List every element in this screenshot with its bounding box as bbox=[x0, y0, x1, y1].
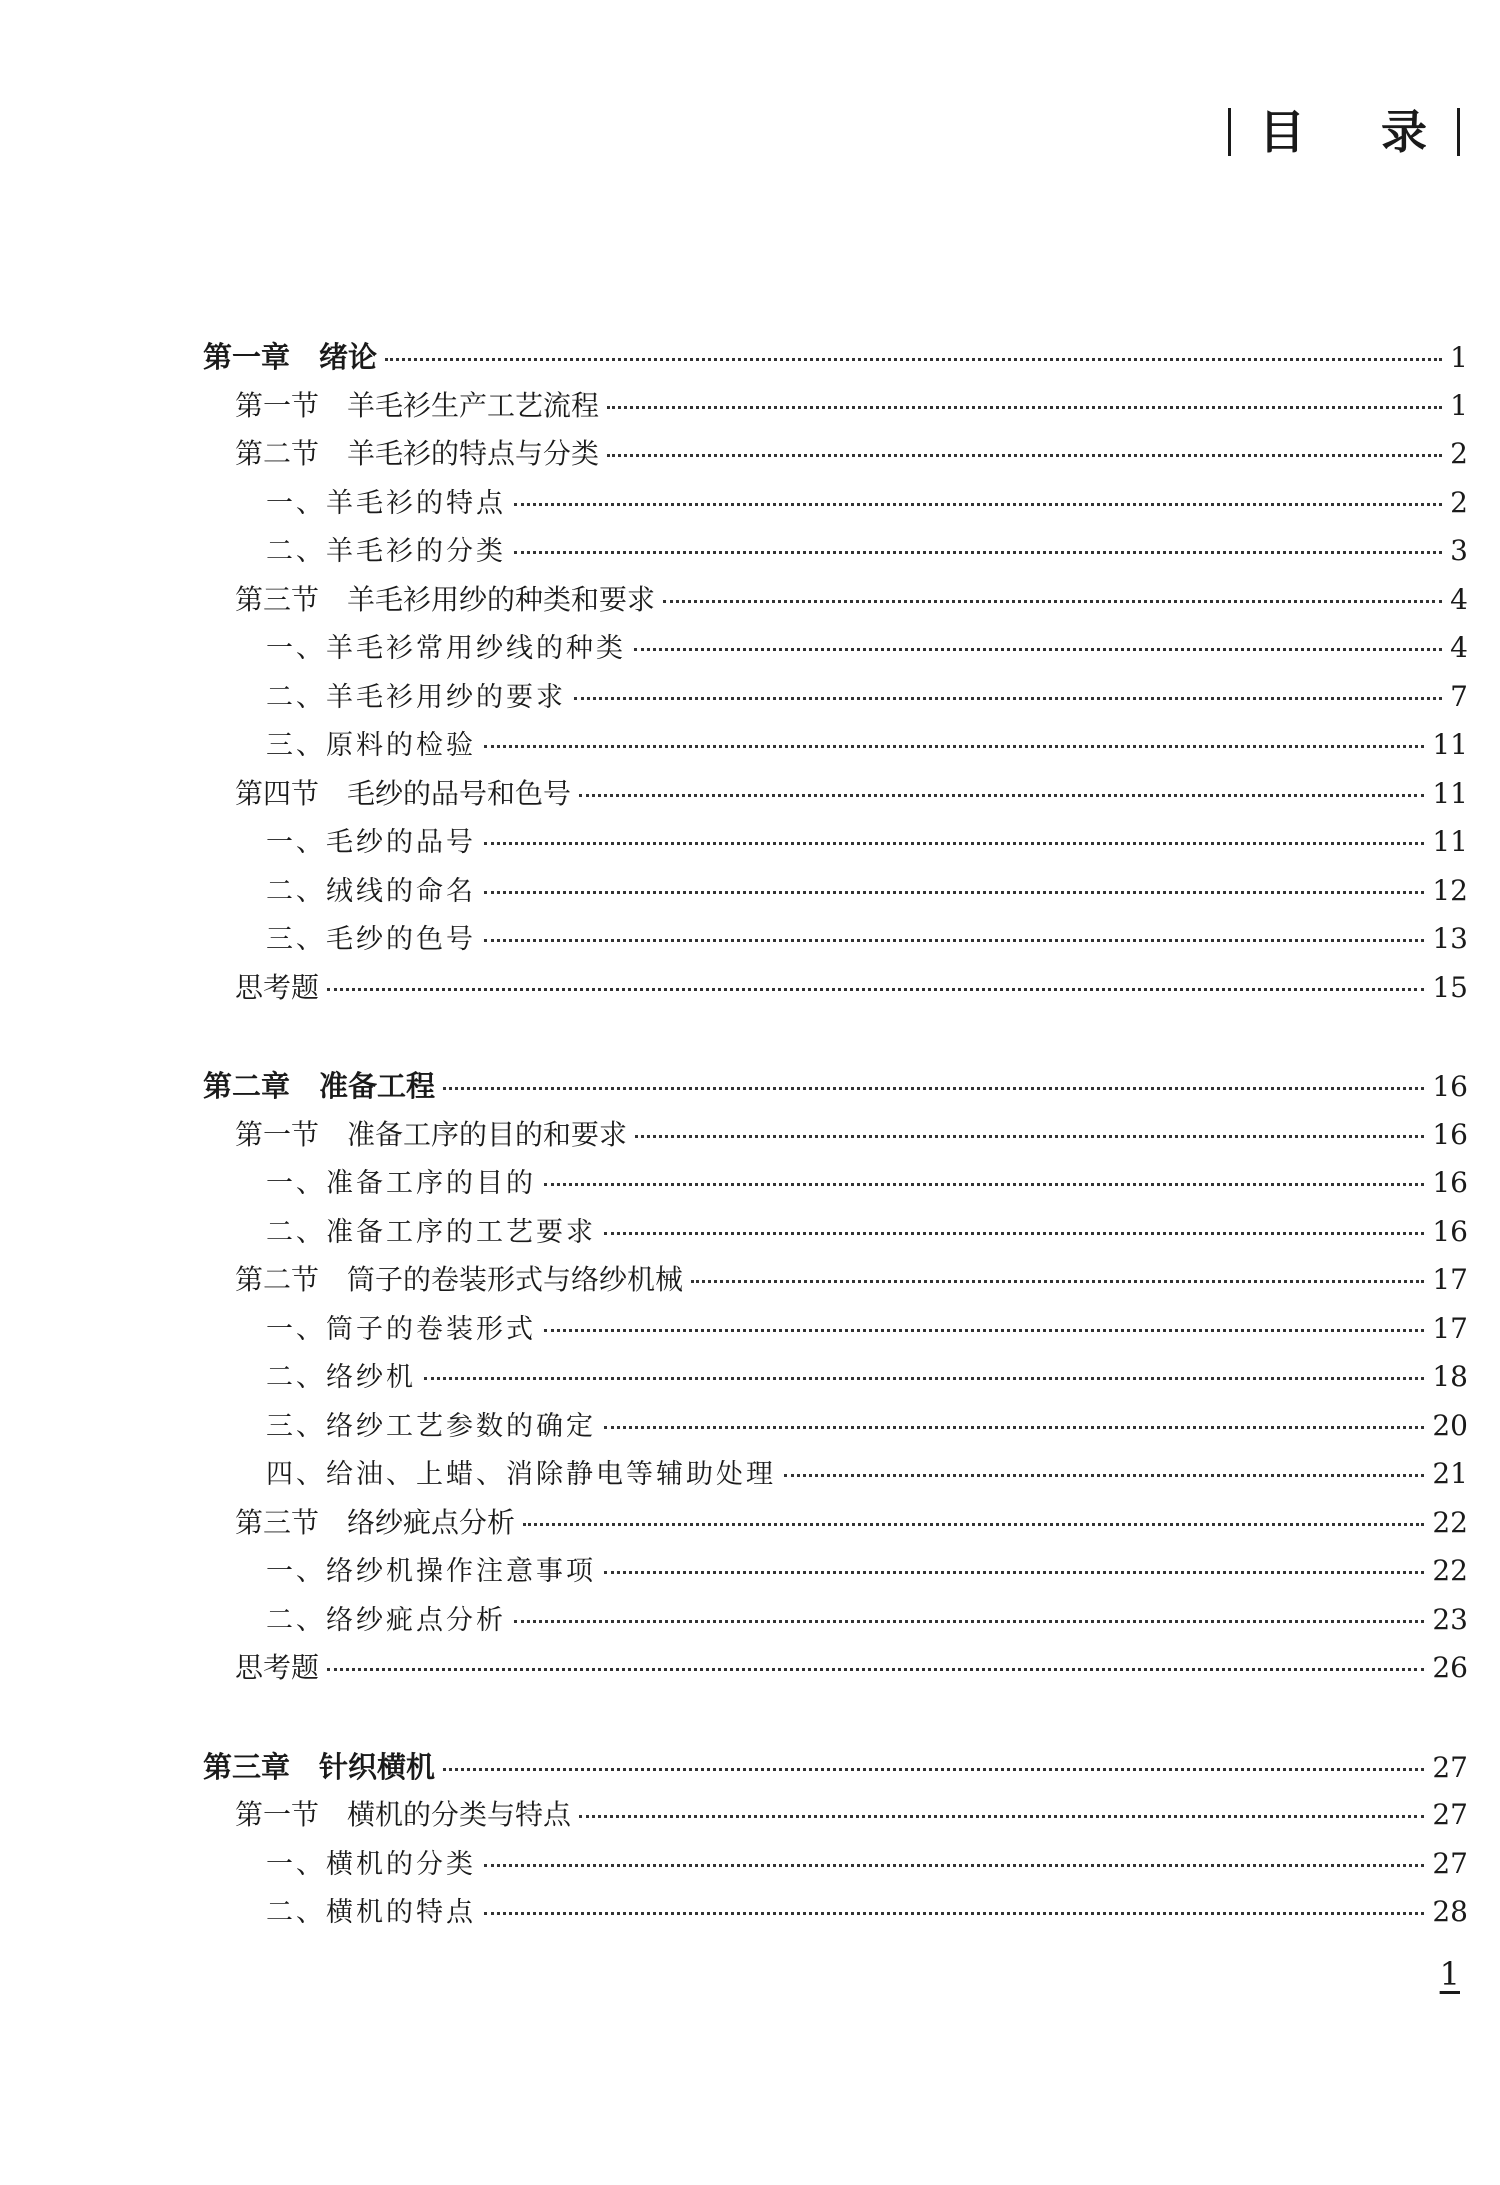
dot-leader bbox=[691, 1280, 1424, 1283]
toc-entry-label: 第一节 横机的分类与特点 bbox=[235, 1798, 572, 1831]
toc-item-row[interactable] bbox=[203, 1208, 1468, 1257]
toc-entry-page: 12 bbox=[1432, 873, 1468, 907]
dot-leader bbox=[484, 939, 1424, 942]
toc-entry-page: 26 bbox=[1432, 1651, 1468, 1684]
toc-entry-label: 一、筒子的卷装形式 bbox=[266, 1313, 536, 1345]
toc-entry-page: 27 bbox=[1432, 1750, 1468, 1784]
toc-section-row[interactable] bbox=[203, 964, 1468, 1013]
toc-entry-page: 1 bbox=[1450, 341, 1468, 374]
toc-entry-page: 11 bbox=[1432, 825, 1468, 858]
dot-leader bbox=[484, 1912, 1424, 1915]
toc-entry-label: 二、绒线的命名 bbox=[266, 875, 476, 907]
header-right-bar bbox=[1457, 108, 1460, 156]
toc-entry-page: 11 bbox=[1432, 776, 1468, 810]
dot-leader bbox=[634, 648, 1442, 651]
dot-leader bbox=[604, 1571, 1424, 1574]
toc-entry-page: 17 bbox=[1432, 1263, 1468, 1296]
toc-entry-page: 16 bbox=[1432, 1117, 1468, 1151]
toc-item-row[interactable] bbox=[203, 1840, 1468, 1889]
toc-entry-label: 第四节 毛纱的品号和色号 bbox=[235, 776, 572, 810]
dot-leader bbox=[327, 1668, 1424, 1671]
toc-entry-page: 22 bbox=[1432, 1505, 1468, 1539]
toc-chapter-row[interactable] bbox=[203, 1743, 1468, 1792]
toc-entry-label: 第二节 筒子的卷装形式与络纱机械 bbox=[235, 1263, 684, 1296]
toc-item-row[interactable] bbox=[203, 818, 1468, 867]
dot-leader bbox=[523, 1523, 1424, 1526]
toc-entry-page: 11 bbox=[1432, 728, 1468, 761]
toc-section-row[interactable] bbox=[203, 1111, 1468, 1160]
toc-item-row[interactable] bbox=[203, 1159, 1468, 1208]
toc-entry-label: 第二章 准备工程 bbox=[203, 1069, 436, 1103]
toc-item-row[interactable] bbox=[203, 1402, 1468, 1451]
toc-entry-label: 二、羊毛衫的分类 bbox=[266, 536, 506, 567]
dot-leader bbox=[484, 891, 1424, 894]
toc-entry-label: 思考题 bbox=[235, 1651, 320, 1684]
toc-gap bbox=[203, 1012, 1468, 1062]
toc-entry-page: 28 bbox=[1432, 1895, 1468, 1928]
toc-entry-page: 2 bbox=[1450, 437, 1468, 470]
toc-entry-label: 一、毛纱的品号 bbox=[266, 827, 476, 858]
toc-entry-label: 二、准备工序的工艺要求 bbox=[266, 1216, 596, 1248]
toc-entry-page: 3 bbox=[1450, 534, 1468, 567]
dot-leader bbox=[635, 1135, 1424, 1138]
toc-entry-label: 第三章 针织横机 bbox=[203, 1749, 436, 1784]
toc-item-row[interactable] bbox=[203, 1547, 1468, 1596]
toc-entry-page: 7 bbox=[1450, 679, 1468, 713]
toc-chapter-row[interactable] bbox=[203, 333, 1468, 382]
toc-entry-page: 4 bbox=[1450, 582, 1468, 616]
toc-entry-page: 16 bbox=[1432, 1166, 1468, 1199]
dot-leader bbox=[607, 454, 1442, 457]
page-header bbox=[1228, 105, 1460, 159]
dot-leader bbox=[514, 551, 1442, 554]
toc-gap bbox=[203, 1693, 1468, 1743]
toc-entry-label: 一、横机的分类 bbox=[266, 1848, 476, 1880]
toc-entry-page: 21 bbox=[1432, 1457, 1468, 1490]
toc-entry-label: 二、络纱机 bbox=[266, 1362, 416, 1393]
toc-entry-page: 13 bbox=[1432, 922, 1468, 955]
dot-leader bbox=[514, 1620, 1424, 1623]
toc-entry-page: 20 bbox=[1432, 1408, 1468, 1442]
toc-section-row[interactable] bbox=[203, 1644, 1468, 1693]
toc-entry-page: 17 bbox=[1432, 1311, 1468, 1345]
toc-entry-label: 第一节 羊毛衫生产工艺流程 bbox=[235, 388, 600, 422]
toc-entry-page: 15 bbox=[1432, 970, 1468, 1004]
toc-item-row[interactable] bbox=[203, 721, 1468, 770]
toc-item-row[interactable] bbox=[203, 527, 1468, 576]
dot-leader bbox=[484, 1864, 1424, 1867]
toc-section-row[interactable] bbox=[203, 1256, 1468, 1305]
toc-chapter-row[interactable] bbox=[203, 1062, 1468, 1111]
toc-entry-page: 4 bbox=[1450, 631, 1468, 664]
dot-leader bbox=[604, 1426, 1424, 1429]
toc-entry-label: 第三节 络纱疵点分析 bbox=[235, 1505, 516, 1539]
toc-entry-page: 27 bbox=[1432, 1798, 1468, 1831]
toc-entry-page: 27 bbox=[1432, 1846, 1468, 1880]
toc-entry-label: 二、络纱疵点分析 bbox=[266, 1604, 506, 1636]
toc-entry-label: 二、羊毛衫用纱的要求 bbox=[266, 681, 566, 713]
toc-item-row[interactable] bbox=[203, 1305, 1468, 1354]
toc-item-row[interactable] bbox=[203, 673, 1468, 722]
toc-entry-label: 一、络纱机操作注意事项 bbox=[266, 1556, 596, 1587]
toc-entry-page: 18 bbox=[1432, 1360, 1468, 1393]
toc-entry-page: 1 bbox=[1450, 388, 1468, 422]
page-title: 目 录 bbox=[1258, 105, 1457, 159]
toc-section-row[interactable] bbox=[203, 770, 1468, 819]
toc-entry-label: 一、准备工序的目的 bbox=[266, 1168, 536, 1199]
dot-leader bbox=[484, 842, 1424, 845]
toc-section-row[interactable] bbox=[203, 430, 1468, 479]
toc-entry-page: 16 bbox=[1432, 1070, 1468, 1103]
dot-leader bbox=[579, 1815, 1424, 1818]
toc-entry-label: 第一章 绪论 bbox=[203, 340, 378, 374]
dot-leader bbox=[327, 988, 1424, 991]
toc-item-row[interactable] bbox=[203, 479, 1468, 528]
dot-leader bbox=[784, 1474, 1424, 1477]
toc-entry-label: 第二节 羊毛衫的特点与分类 bbox=[235, 437, 600, 470]
toc-entry-label: 三、原料的检验 bbox=[266, 730, 476, 761]
dot-leader bbox=[514, 503, 1442, 506]
dot-leader bbox=[484, 745, 1424, 748]
dot-leader bbox=[443, 1768, 1424, 1771]
dot-leader bbox=[544, 1183, 1424, 1186]
toc-entry-label: 三、毛纱的色号 bbox=[266, 924, 476, 955]
toc-entry-label: 一、羊毛衫常用纱线的种类 bbox=[266, 633, 626, 664]
dot-leader bbox=[579, 794, 1424, 797]
dot-leader bbox=[663, 600, 1442, 603]
toc-section-row[interactable] bbox=[203, 1499, 1468, 1548]
toc-entry-label: 第一节 准备工序的目的和要求 bbox=[235, 1117, 628, 1151]
toc-entry-page: 16 bbox=[1432, 1214, 1468, 1248]
toc-item-row[interactable] bbox=[203, 624, 1468, 673]
dot-leader bbox=[424, 1377, 1424, 1380]
toc-entry-label: 第三节 羊毛衫用纱的种类和要求 bbox=[235, 582, 656, 616]
dot-leader bbox=[607, 406, 1442, 409]
toc-section-row[interactable] bbox=[203, 576, 1468, 625]
toc-item-row[interactable] bbox=[203, 1888, 1468, 1937]
toc-item-row[interactable] bbox=[203, 1353, 1468, 1402]
toc-entry-page: 2 bbox=[1450, 485, 1468, 519]
dot-leader bbox=[574, 697, 1442, 700]
toc-entry-label: 思考题 bbox=[235, 970, 320, 1004]
toc-entry-label: 二、横机的特点 bbox=[266, 1897, 476, 1928]
table-of-contents bbox=[203, 333, 1468, 1937]
toc-section-row[interactable] bbox=[203, 1791, 1468, 1840]
toc-item-row[interactable] bbox=[203, 867, 1468, 916]
page-number: 1 bbox=[1439, 1955, 1460, 1993]
toc-entry-page: 23 bbox=[1432, 1602, 1468, 1636]
toc-entry-label: 三、络纱工艺参数的确定 bbox=[266, 1410, 596, 1442]
toc-item-row[interactable] bbox=[203, 1450, 1468, 1499]
dot-leader bbox=[385, 358, 1442, 361]
toc-item-row[interactable] bbox=[203, 1596, 1468, 1645]
dot-leader bbox=[604, 1232, 1424, 1235]
toc-entry-page: 22 bbox=[1432, 1554, 1468, 1587]
dot-leader bbox=[443, 1087, 1424, 1090]
toc-item-row[interactable] bbox=[203, 915, 1468, 964]
toc-entry-label: 一、羊毛衫的特点 bbox=[266, 487, 506, 519]
dot-leader bbox=[544, 1329, 1424, 1332]
toc-entry-label: 四、给油、上蜡、消除静电等辅助处理 bbox=[266, 1459, 776, 1490]
toc-section-row[interactable] bbox=[203, 382, 1468, 431]
